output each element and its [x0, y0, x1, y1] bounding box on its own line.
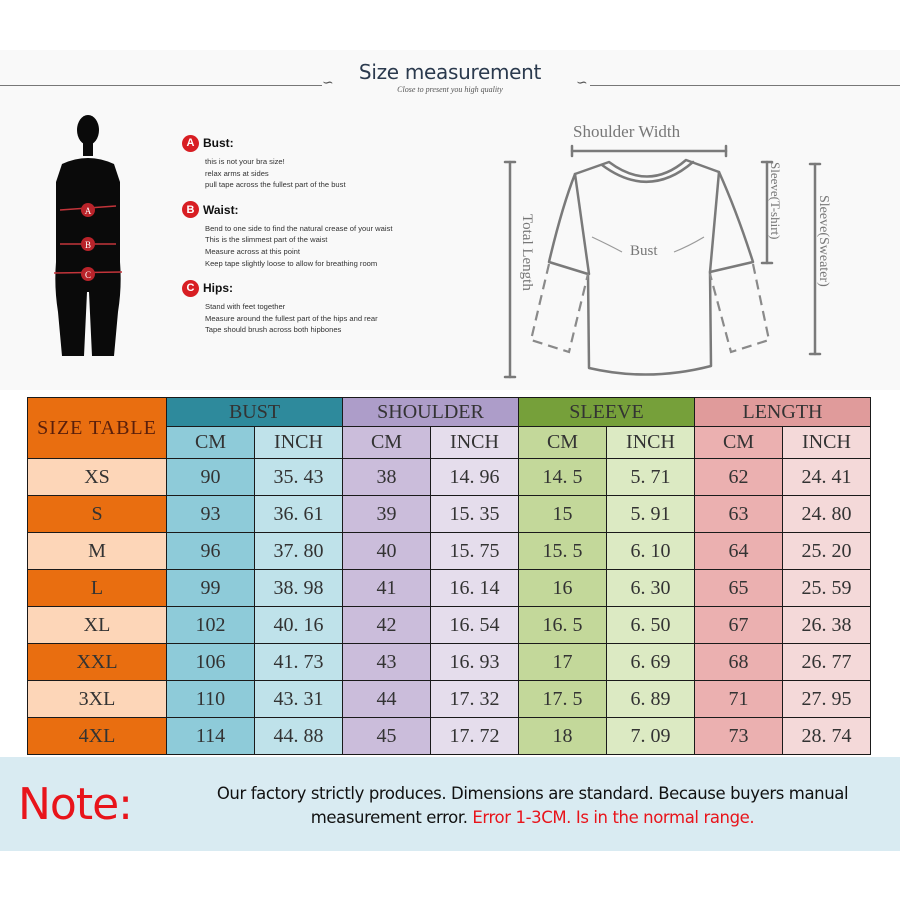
cm-value: 65	[695, 570, 783, 607]
shirt-diagram	[497, 112, 840, 387]
size-label: M	[28, 533, 167, 570]
sleeve-sweater-label: Sleeve(Sweater)	[816, 195, 831, 287]
inch-value: 5. 91	[607, 496, 695, 533]
cm-value: 42	[343, 607, 431, 644]
svg-text:A: A	[84, 206, 92, 216]
cm-value: 16	[519, 570, 607, 607]
cm-value: 17	[519, 644, 607, 681]
note-line-2	[170, 806, 895, 830]
size-table	[27, 397, 871, 755]
page-subtitle: Close to present you high quality	[397, 85, 503, 94]
instruction-line: Measure around the fullest part of the hips and rear	[205, 313, 378, 323]
cm-value: 68	[695, 644, 783, 681]
instruction-line: relax arms at sides	[205, 168, 269, 178]
size-label: XS	[28, 459, 167, 496]
inch-value: 14. 96	[431, 459, 519, 496]
inch-value: 28. 74	[783, 718, 871, 755]
note-label: Note:	[18, 779, 132, 830]
instruction-line: Stand with feet together	[205, 302, 286, 312]
cm-value: 63	[695, 496, 783, 533]
instruction-line: Measure across at this point	[205, 246, 300, 256]
cm-value: 43	[343, 644, 431, 681]
table-row	[28, 718, 871, 755]
header-length: LENGTH	[695, 398, 871, 427]
inch-value: 7. 09	[607, 718, 695, 755]
table-row	[28, 459, 871, 496]
inch-value: 16. 14	[431, 570, 519, 607]
sleeve-tshirt-label: Sleeve(T-shirt)	[768, 162, 783, 240]
page-title: Size measurement	[358, 60, 542, 84]
inch-value: 17. 32	[431, 681, 519, 718]
cm-value: 15	[519, 496, 607, 533]
unit-inch: INCH	[255, 427, 343, 459]
size-label: 4XL	[28, 718, 167, 755]
cm-value: 16. 5	[519, 607, 607, 644]
inch-value: 27. 95	[783, 681, 871, 718]
inch-value: 24. 41	[783, 459, 871, 496]
size-table-corner: SIZE TABLE	[28, 398, 167, 459]
inch-value: 25. 20	[783, 533, 871, 570]
cm-value: 17. 5	[519, 681, 607, 718]
instruction-hips	[182, 279, 442, 336]
inch-value: 37. 80	[255, 533, 343, 570]
cm-value: 102	[167, 607, 255, 644]
badge-c-icon: C	[182, 280, 199, 297]
note-error-range: Error 1-3CM. Is in the normal range.	[472, 808, 755, 827]
unit-inch: INCH	[607, 427, 695, 459]
inch-value: 6. 10	[607, 533, 695, 570]
inch-value: 15. 35	[431, 496, 519, 533]
unit-cm: CM	[343, 427, 431, 459]
size-label: L	[28, 570, 167, 607]
cm-value: 71	[695, 681, 783, 718]
inch-value: 26. 38	[783, 607, 871, 644]
table-row	[28, 570, 871, 607]
cm-value: 73	[695, 718, 783, 755]
cm-value: 93	[167, 496, 255, 533]
cm-value: 67	[695, 607, 783, 644]
size-label: S	[28, 496, 167, 533]
note-line-1: Our factory strictly produces. Dimensions are standard. Because buyers manual	[216, 784, 849, 803]
instruction-bust	[182, 134, 442, 191]
inch-value: 41. 73	[255, 644, 343, 681]
badge-b-icon: B	[182, 201, 199, 218]
unit-cm: CM	[519, 427, 607, 459]
header-sleeve: SLEEVE	[519, 398, 695, 427]
flourish-right-icon: ∽	[576, 75, 588, 91]
divider-left	[0, 85, 322, 86]
cm-value: 40	[343, 533, 431, 570]
instruction-line: This is the slimmest part of the waist	[205, 235, 328, 245]
cm-value: 41	[343, 570, 431, 607]
cm-value: 18	[519, 718, 607, 755]
body-silhouette-icon	[48, 112, 128, 356]
divider-right	[590, 85, 900, 86]
section-header	[0, 58, 900, 102]
unit-cm: CM	[167, 427, 255, 459]
instruction-waist	[182, 201, 442, 269]
cm-value: 15. 5	[519, 533, 607, 570]
shirt-outline-icon	[497, 112, 840, 387]
table-row	[28, 533, 871, 570]
unit-inch: INCH	[431, 427, 519, 459]
inch-value: 40. 16	[255, 607, 343, 644]
header-shoulder: SHOULDER	[343, 398, 519, 427]
cm-value: 96	[167, 533, 255, 570]
cm-value: 38	[343, 459, 431, 496]
instruction-line: Tape should brush across both hipbones	[205, 325, 342, 335]
cm-value: 64	[695, 533, 783, 570]
instruction-title: Bust:	[203, 136, 234, 150]
unit-cm: CM	[695, 427, 783, 459]
size-label: 3XL	[28, 681, 167, 718]
cm-value: 106	[167, 644, 255, 681]
table-body	[28, 459, 871, 755]
measurement-instructions	[182, 134, 442, 346]
total-length-label: Total Length	[519, 214, 535, 291]
inch-value: 15. 75	[431, 533, 519, 570]
inch-value: 6. 30	[607, 570, 695, 607]
inch-value: 6. 50	[607, 607, 695, 644]
note-text	[170, 782, 895, 830]
size-label: XXL	[28, 644, 167, 681]
inch-value: 38. 98	[255, 570, 343, 607]
cm-value: 44	[343, 681, 431, 718]
inch-value: 6. 89	[607, 681, 695, 718]
flourish-left-icon: ∽	[322, 75, 334, 91]
inch-value: 6. 69	[607, 644, 695, 681]
table-row	[28, 681, 871, 718]
table-row	[28, 644, 871, 681]
inch-value: 5. 71	[607, 459, 695, 496]
inch-value: 36. 61	[255, 496, 343, 533]
inch-value: 24. 80	[783, 496, 871, 533]
header-bust: BUST	[167, 398, 343, 427]
cm-value: 110	[167, 681, 255, 718]
inch-value: 17. 72	[431, 718, 519, 755]
instruction-line: Keep tape slightly loose to allow for breathing room	[205, 258, 378, 268]
instruction-line: Bend to one side to find the natural crease of your waist	[205, 223, 393, 233]
cm-value: 90	[167, 459, 255, 496]
instruction-title: Hips:	[203, 281, 233, 296]
instruction-line: pull tape across the fullest part of the bust	[205, 180, 346, 190]
inch-value: 16. 93	[431, 644, 519, 681]
inch-value: 25. 59	[783, 570, 871, 607]
inch-value: 35. 43	[255, 459, 343, 496]
inch-value: 26. 77	[783, 644, 871, 681]
shoulder-width-label: Shoulder Width	[573, 122, 681, 141]
unit-inch: INCH	[783, 427, 871, 459]
cm-value: 99	[167, 570, 255, 607]
inch-value: 44. 88	[255, 718, 343, 755]
badge-a-icon: A	[182, 135, 199, 152]
cm-value: 45	[343, 718, 431, 755]
instruction-line: this is not your bra size!	[205, 157, 285, 166]
cm-value: 14. 5	[519, 459, 607, 496]
table-row	[28, 496, 871, 533]
table-header-groups	[28, 398, 871, 427]
cm-value: 114	[167, 718, 255, 755]
instruction-title: Waist:	[203, 202, 239, 217]
bust-label: Bust	[630, 243, 658, 259]
inch-value: 43. 31	[255, 681, 343, 718]
svg-text:B: B	[84, 240, 92, 250]
svg-text:C: C	[84, 270, 92, 280]
cm-value: 62	[695, 459, 783, 496]
note-line-2-text: measurement error.	[310, 808, 473, 827]
table-row	[28, 607, 871, 644]
cm-value: 39	[343, 496, 431, 533]
inch-value: 16. 54	[431, 607, 519, 644]
size-label: XL	[28, 607, 167, 644]
